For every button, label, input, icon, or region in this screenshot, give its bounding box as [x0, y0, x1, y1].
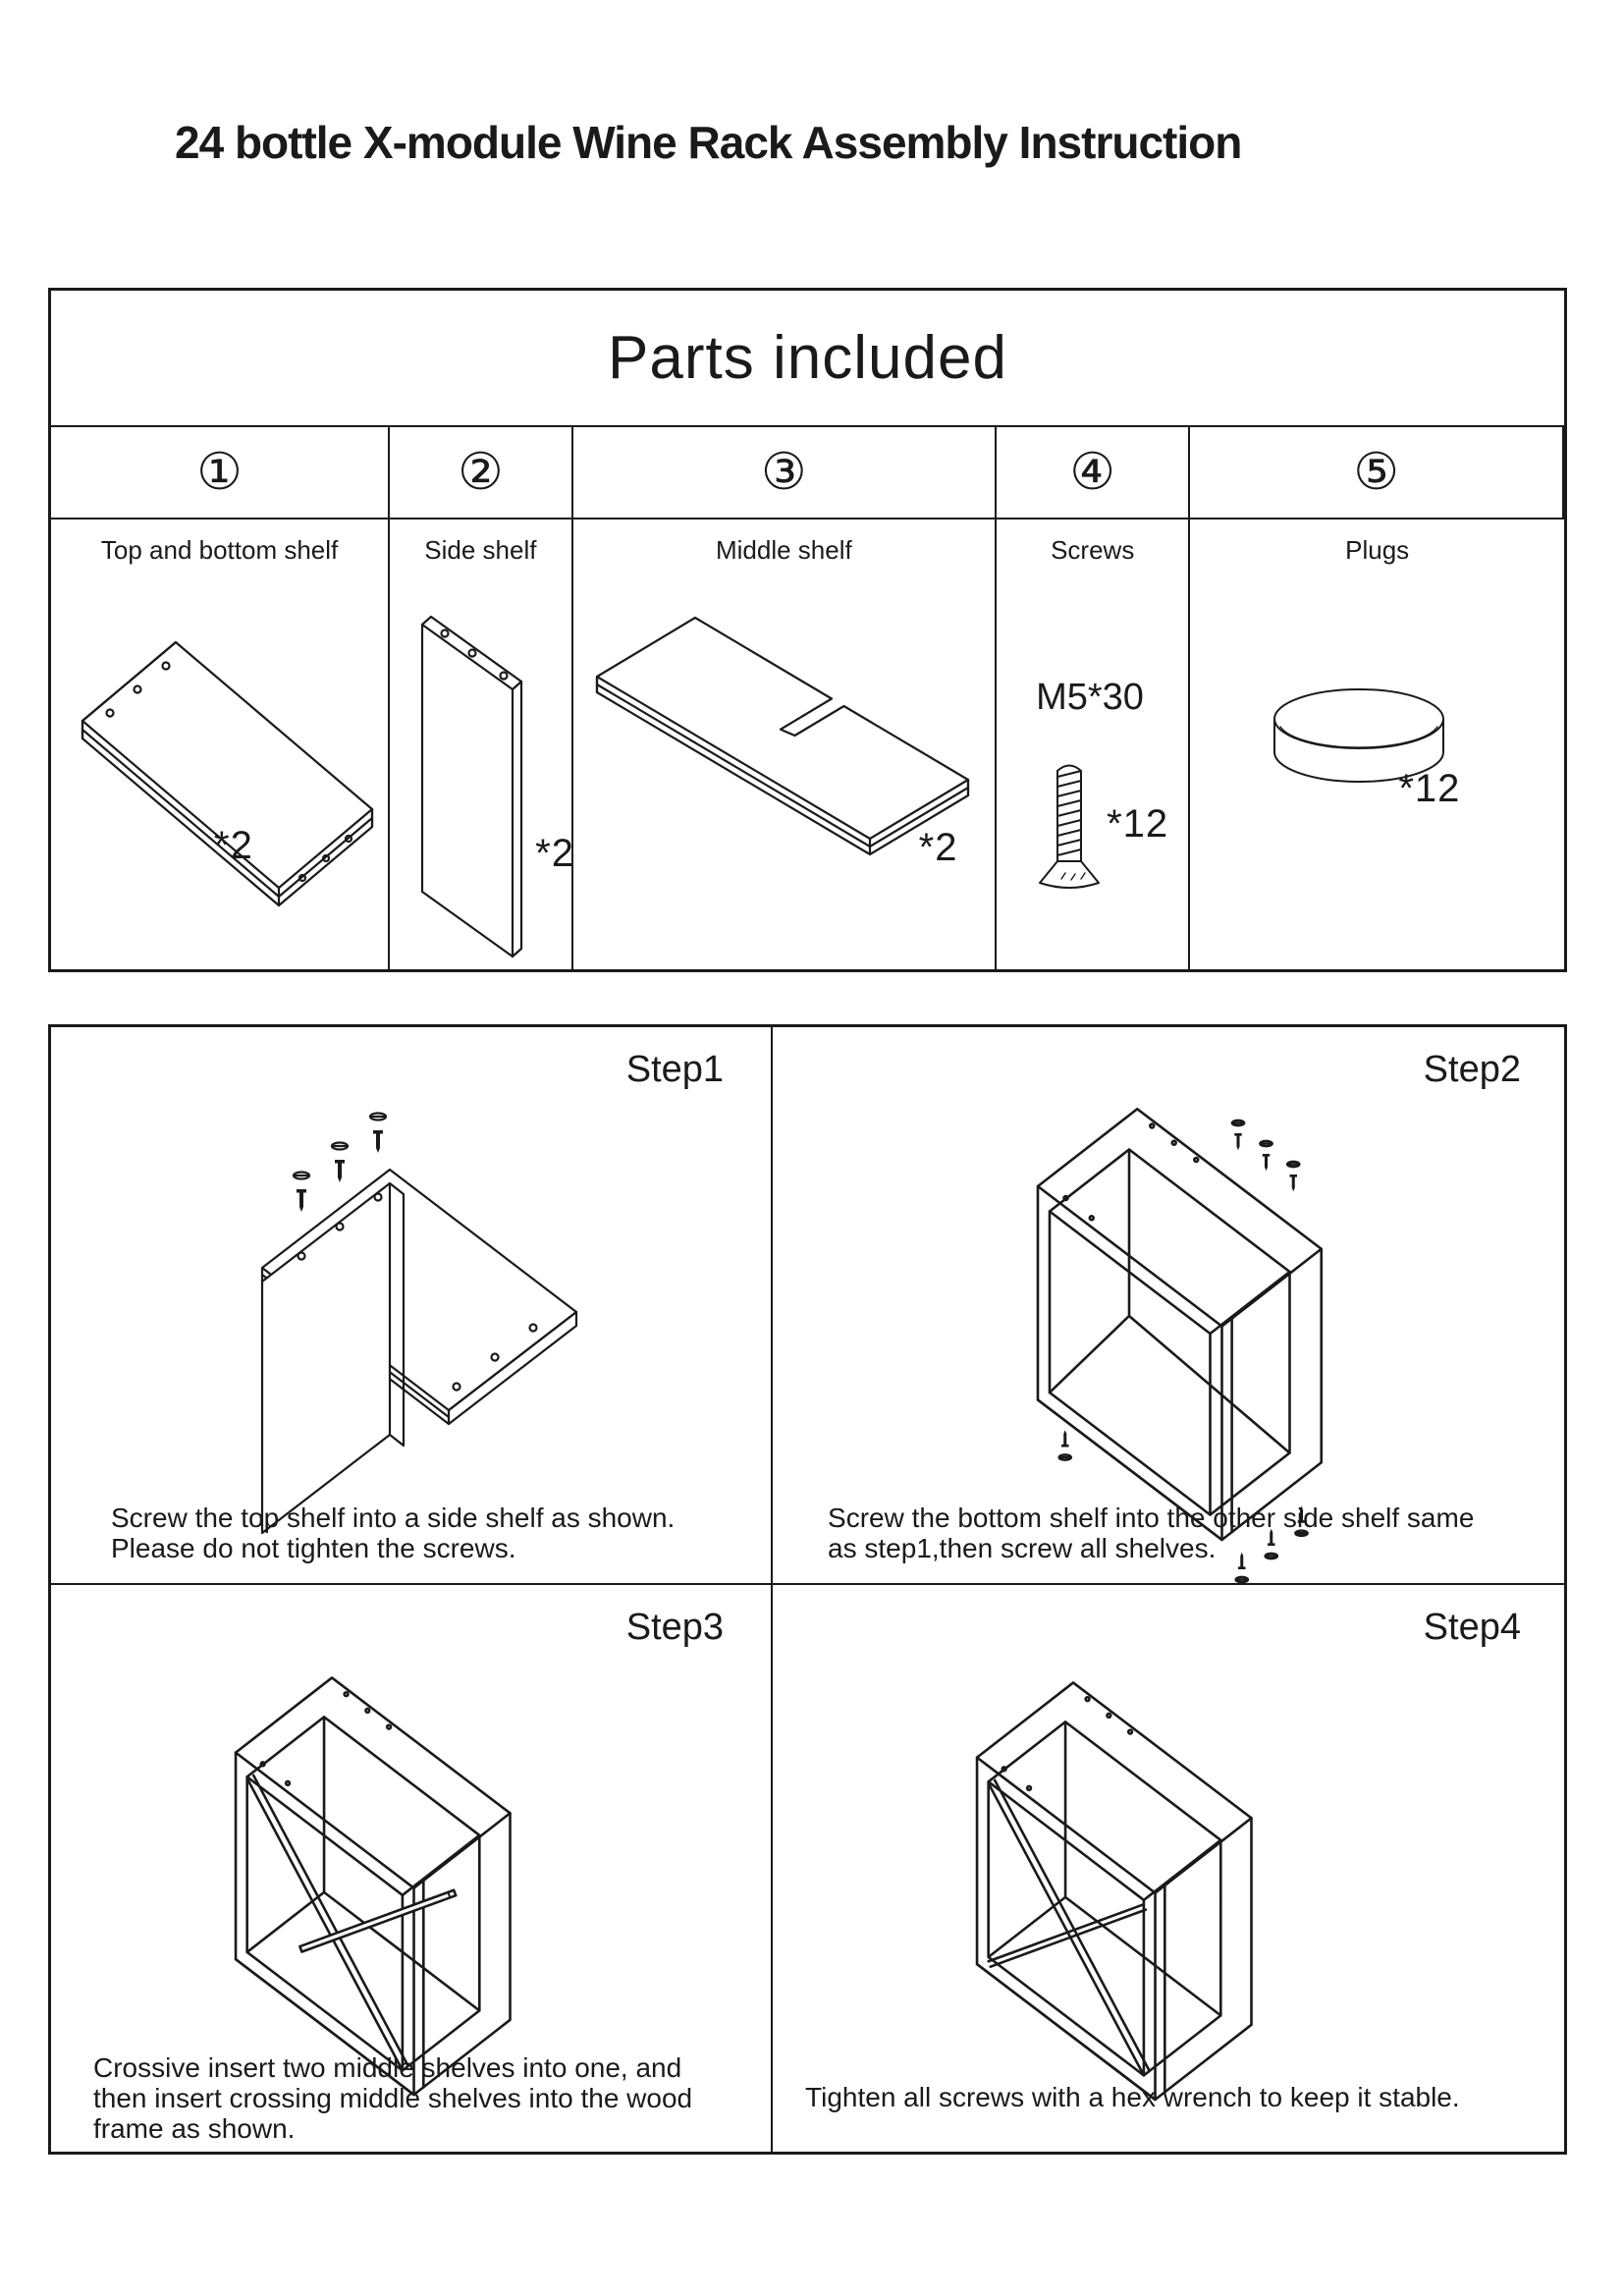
part-cell-middle-shelf	[573, 519, 997, 969]
part-cell-top-bottom-shelf	[51, 519, 390, 969]
part-label: Plugs	[1345, 535, 1410, 565]
part-label: Middle shelf	[715, 535, 852, 565]
step-4-cell	[773, 1585, 1564, 2152]
step-4-drawing	[920, 1629, 1362, 2128]
page-title: 24 bottle X-module Wine Rack Assembly Instruction	[175, 117, 1242, 168]
part-qty: *12	[1107, 802, 1169, 846]
step-2-cell	[773, 1027, 1564, 1585]
part-qty: *2	[918, 826, 958, 869]
parts-table-title: Parts included	[51, 291, 1564, 427]
part-cell-plugs	[1190, 519, 1564, 969]
side-shelf-drawing	[398, 574, 565, 966]
top-bottom-shelf-drawing	[53, 588, 391, 942]
part-qty: *12	[1398, 767, 1461, 810]
part-number-4: ④	[997, 427, 1190, 519]
step-3-caption: Crossive insert two middle shelves into one, and then insert crossing middle shelves into the wood frame as shown.	[93, 2052, 693, 2144]
step-3-label: Step3	[625, 1607, 725, 1648]
step-1-cell	[51, 1027, 773, 1585]
part-number-3: ③	[573, 427, 997, 519]
part-qty: *2	[214, 824, 253, 867]
screw-spec: M5*30	[1036, 677, 1144, 718]
step-1-caption: Screw the top shelf into a side shelf as shown. Please do not tighten the screws.	[111, 1503, 676, 1563]
assembly-steps-table	[48, 1024, 1567, 2155]
part-label: Side shelf	[424, 535, 537, 565]
step-2-caption: Screw the bottom shelf into the other side shelf same as step1,then screw all shelves.	[828, 1503, 1475, 1563]
screw-drawing	[1032, 755, 1110, 902]
part-qty: *2	[535, 832, 574, 875]
part-cell-side-shelf	[390, 519, 572, 969]
step-3-cell	[51, 1585, 773, 2152]
part-label: Screws	[1051, 535, 1135, 565]
part-cell-screws	[997, 519, 1190, 969]
part-number-5: ⑤	[1190, 427, 1564, 519]
step-1-label: Step1	[625, 1049, 725, 1090]
step-3-drawing	[179, 1624, 621, 2123]
step-4-label: Step4	[1423, 1607, 1521, 1648]
parts-included-table	[48, 288, 1567, 972]
step-2-label: Step2	[1423, 1049, 1521, 1090]
part-number-2: ②	[390, 427, 572, 519]
part-label: Top and bottom shelf	[100, 535, 339, 565]
step-4-caption: Tighten all screws with a hex wrench to keep it stable.	[805, 2082, 1460, 2112]
part-number-1: ①	[51, 427, 390, 519]
